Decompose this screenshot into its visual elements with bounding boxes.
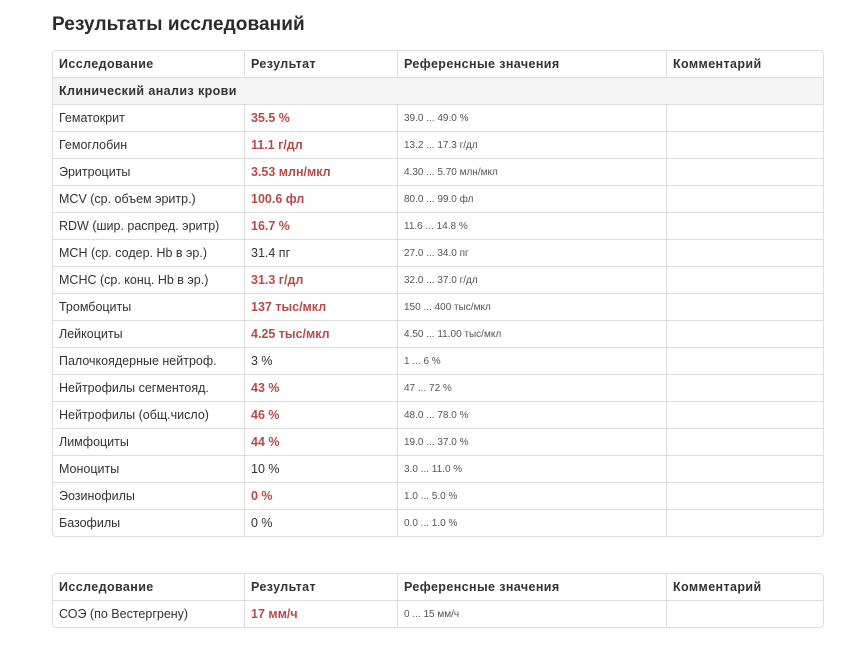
test-name-cell: Тромбоциты [53, 293, 244, 320]
reference-range-cell: 0.0 ... 1.0 % [397, 509, 666, 536]
page-title: Результаты исследований [52, 14, 305, 35]
reference-range-cell: 11.6 ... 14.8 % [397, 212, 666, 239]
comment-cell [666, 266, 823, 293]
test-name-cell: Лейкоциты [53, 320, 244, 347]
reference-range-cell: 1 ... 6 % [397, 347, 666, 374]
reference-range-cell: 39.0 ... 49.0 % [397, 104, 666, 131]
comment-cell [666, 104, 823, 131]
section-label: Клинический анализ крови [53, 77, 823, 104]
reference-range-cell: 19.0 ... 37.0 % [397, 428, 666, 455]
reference-range-cell: 13.2 ... 17.3 г/дл [397, 131, 666, 158]
result-value-cell: 31.4 пг [244, 239, 397, 266]
table-row [53, 455, 823, 482]
comment-cell [666, 455, 823, 482]
column-header-result: Результат [244, 51, 397, 77]
test-name-cell: Моноциты [53, 455, 244, 482]
test-name-cell: Лимфоциты [53, 428, 244, 455]
column-header-test: Исследование [59, 57, 154, 71]
test-name-cell: MCHC (ср. конц. Hb в эр.) [53, 266, 244, 293]
test-name-cell: Эритроциты [53, 158, 244, 185]
reference-range-cell: 150 ... 400 тыс/мкл [397, 293, 666, 320]
comment-cell [666, 239, 823, 266]
table-row [53, 239, 823, 266]
result-value-cell: 3 % [244, 347, 397, 374]
result-value-cell: 43 % [244, 374, 397, 401]
test-name-cell: Гематокрит [53, 104, 244, 131]
comment-cell [666, 212, 823, 239]
test-name-cell: Палочкоядерные нейтроф. [53, 347, 244, 374]
comment-cell [666, 509, 823, 536]
table-header-row [53, 51, 823, 77]
result-value-cell: 137 тыс/мкл [244, 293, 397, 320]
test-name-cell: Нейтрофилы (общ.число) [53, 401, 244, 428]
blood-test-table [52, 50, 824, 537]
result-value-cell: 11.1 г/дл [244, 131, 397, 158]
column-header-reference: Референсные значения [397, 51, 666, 77]
table-row [53, 293, 823, 320]
comment-cell [666, 374, 823, 401]
result-value-cell: 3.53 млн/мкл [244, 158, 397, 185]
column-header-comment: Комментарий [666, 51, 823, 77]
reference-range-cell: 48.0 ... 78.0 % [397, 401, 666, 428]
test-name-cell: СОЭ (по Вестергрену) [53, 600, 244, 627]
reference-range-cell: 0 ... 15 мм/ч [397, 600, 666, 627]
test-name-cell: Нейтрофилы сегментояд. [53, 374, 244, 401]
reference-range-cell: 1.0 ... 5.0 % [397, 482, 666, 509]
table-row [53, 428, 823, 455]
comment-cell [666, 347, 823, 374]
table-row [53, 266, 823, 293]
reference-range-cell: 3.0 ... 11.0 % [397, 455, 666, 482]
result-value-cell: 35.5 % [244, 104, 397, 131]
result-value-cell: 46 % [244, 401, 397, 428]
column-header-result: Результат [244, 574, 397, 600]
result-value-cell: 31.3 г/дл [244, 266, 397, 293]
table-row [53, 509, 823, 536]
comment-cell [666, 320, 823, 347]
comment-cell [666, 401, 823, 428]
table-row [53, 600, 823, 627]
result-value-cell: 16.7 % [244, 212, 397, 239]
column-header-comment: Комментарий [666, 574, 823, 600]
comment-cell [666, 158, 823, 185]
test-name-cell: Базофилы [53, 509, 244, 536]
table-row [53, 212, 823, 239]
table-row [53, 104, 823, 131]
table-row [53, 482, 823, 509]
table-row [53, 158, 823, 185]
result-value-cell: 0 % [244, 509, 397, 536]
reference-range-cell: 47 ... 72 % [397, 374, 666, 401]
result-value-cell: 17 мм/ч [244, 600, 397, 627]
table-header-row [53, 574, 823, 600]
column-header-reference: Референсные значения [397, 574, 666, 600]
reference-range-cell: 4.30 ... 5.70 млн/мкл [397, 158, 666, 185]
test-name-cell: Гемоглобин [53, 131, 244, 158]
test-name-cell: MCH (ср. содер. Hb в эр.) [53, 239, 244, 266]
table-row [53, 320, 823, 347]
reference-range-cell: 27.0 ... 34.0 пг [397, 239, 666, 266]
section-header-row [53, 77, 823, 104]
comment-cell [666, 600, 823, 627]
comment-cell [666, 185, 823, 212]
comment-cell [666, 131, 823, 158]
comment-cell [666, 293, 823, 320]
result-value-cell: 44 % [244, 428, 397, 455]
table-row [53, 131, 823, 158]
test-name-cell: Эозинофилы [53, 482, 244, 509]
result-value-cell: 4.25 тыс/мкл [244, 320, 397, 347]
table-row [53, 347, 823, 374]
test-name-cell: RDW (шир. распред. эритр) [53, 212, 244, 239]
comment-cell [666, 482, 823, 509]
test-name-cell: MCV (ср. объем эритр.) [53, 185, 244, 212]
reference-range-cell: 32.0 ... 37.0 г/дл [397, 266, 666, 293]
table-row [53, 185, 823, 212]
esr-test-table [52, 573, 824, 628]
result-value-cell: 100.6 фл [244, 185, 397, 212]
reference-range-cell: 80.0 ... 99.0 фл [397, 185, 666, 212]
result-value-cell: 10 % [244, 455, 397, 482]
column-header-test: Исследование [59, 580, 154, 594]
table-row [53, 401, 823, 428]
reference-range-cell: 4.50 ... 11.00 тыс/мкл [397, 320, 666, 347]
result-value-cell: 0 % [244, 482, 397, 509]
comment-cell [666, 428, 823, 455]
table-row [53, 374, 823, 401]
